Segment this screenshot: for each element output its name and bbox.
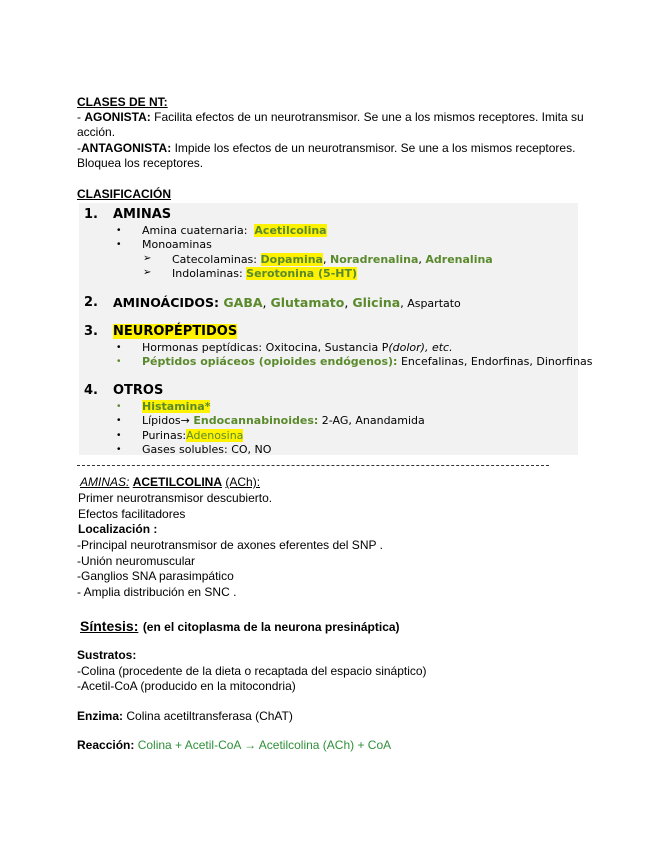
item-value-serotonina: Serotonina (5-HT) [246, 267, 358, 280]
enzima-line [77, 709, 293, 724]
section-aminoacidos: AMINOÁCIDOS: GABA, Glutamato, Glicina, Aspartato [113, 295, 461, 310]
item-value-adrenalina: Adrenalina [425, 253, 493, 266]
sintesis-title: Síntesis: [80, 618, 139, 634]
item-lipidos [142, 414, 425, 427]
agonista-label: AGONISTA: [84, 110, 151, 124]
localizacion-item-2: -Unión neuromuscular [77, 554, 196, 568]
antagonista-text-2: Bloquea los receptores. [77, 156, 204, 170]
item-label-endocannabinoides: Endocannabinoides: [193, 414, 319, 427]
antagonista-line [77, 141, 575, 156]
item-value-aspartato: Aspartato [407, 297, 461, 310]
section-number-2: 2. [84, 295, 98, 310]
item-value-glicina: Glicina [352, 295, 401, 310]
antagonista-label: ANTAGONISTA: [81, 141, 172, 155]
item-label: Indolaminas: [172, 267, 243, 280]
agonista-text-2: acción. [77, 125, 116, 139]
item-amina-cuaternaria [142, 224, 327, 237]
bullet-icon: • [117, 444, 121, 455]
enzima-value: Colina acetiltransferasa (ChAT) [126, 709, 293, 723]
section-title-neuropeptidos: NEUROPÉPTIDOS [113, 324, 238, 339]
section-title-aminoacidos: AMINOÁCIDOS: [113, 295, 220, 310]
section-title-otros: OTROS [113, 383, 164, 398]
item-value-acetilcolina: Acetilcolina [254, 224, 327, 237]
bullet-icon: • [117, 239, 121, 250]
localizacion-title: Localización : [78, 522, 158, 536]
item-histamina [142, 400, 210, 413]
item-catecolaminas: Catecolaminas: Dopamina, Noradrenalina, Adrenalina [172, 253, 493, 266]
bullet-icon: • [117, 342, 121, 353]
agonista-text-1: Facilita efectos de un neurotransmisor. Se une a los mismos receptores. Imita su [154, 110, 584, 124]
item-value-histamina: Histamina* [142, 400, 211, 413]
reaccion-line [77, 738, 391, 753]
sustrato-item-1: -Colina (procedente de la dieta o recaptada del espacio sináptico) [77, 664, 427, 678]
item-italic: (dolor), etc. [388, 341, 453, 354]
bullet-icon: • [117, 401, 121, 412]
bullet-icon: • [117, 415, 121, 426]
sintesis-subtitle: (en el citoplasma de la neurona presináptica) [142, 620, 400, 634]
arrow-bullet-icon: ➢ [143, 253, 152, 264]
sustratos-title: Sustratos: [77, 648, 137, 662]
item-monoaminas: Monoaminas [142, 238, 212, 251]
ach-abbr: (ACh): [225, 475, 261, 489]
right-arrow-icon: → [180, 414, 190, 427]
item-label: Amina cuaternaria: [142, 224, 248, 237]
item-label: Lípidos [142, 414, 181, 427]
sustrato-item-2: -Acetil-CoA (producido en la mitocondria) [77, 679, 296, 693]
ach-title: ACETILCOLINA [132, 475, 223, 489]
item-gases: Gases solubles: CO, NO [142, 443, 272, 456]
ach-heading [80, 475, 260, 490]
ach-prefix: AMINAS: [80, 475, 130, 489]
enzima-label: Enzima: [77, 709, 124, 723]
section-number-1: 1. [84, 207, 98, 222]
dashed-divider [77, 465, 549, 466]
item-label: Catecolaminas: [172, 253, 257, 266]
antagonista-text-1: Impide los efectos de un neurotransmisor. Se une a los mismos receptores. [174, 141, 576, 155]
item-label: Hormonas peptídicas: Oxitocina, Sustancia P [142, 341, 389, 354]
item-label: Purinas: [142, 429, 187, 442]
section-number-3: 3. [84, 324, 98, 339]
bullet-icon: • [117, 430, 121, 441]
item-purinas [142, 429, 243, 442]
item-value-dopamina: Dopamina [260, 253, 323, 266]
arrow-bullet-icon: ➢ [143, 267, 152, 278]
section-title-clasificacion: CLASIFICACIÓN [77, 187, 171, 201]
item-value-glutamato: Glutamato [270, 295, 345, 310]
item-value-gaba: GABA [223, 295, 263, 310]
item-peptidos-opiaceos [142, 355, 593, 368]
localizacion-item-4: - Amplia distribución en SNC . [77, 585, 237, 599]
ach-line-2: Efectos facilitadores [78, 507, 186, 521]
reaccion-label: Reacción: [77, 738, 135, 752]
section-title-clases: CLASES DE NT: [77, 95, 168, 109]
section-title-aminas: AMINAS [113, 207, 172, 222]
reaccion-value: Colina + Acetil-CoA → Acetilcolina (ACh) + CoA [137, 738, 392, 752]
agonista-line [77, 110, 584, 125]
item-indolaminas [172, 267, 357, 280]
section-number-4: 4. [84, 383, 98, 398]
item-hormonas-peptidicas [142, 341, 453, 354]
sintesis-heading [80, 618, 400, 636]
bullet-icon: • [117, 356, 121, 367]
localizacion-item-1: -Principal neurotransmisor de axones eferentes del SNP . [77, 538, 383, 552]
item-value-endocannabinoides: 2-AG, Anandamida [321, 414, 425, 427]
ach-line-1: Primer neurotransmisor descubierto. [78, 491, 273, 505]
item-label-opiaceos: Péptidos opiáceos (opioides endógenos): [142, 355, 398, 368]
antagonista-prefix: - [77, 141, 81, 155]
bullet-icon: • [117, 225, 121, 236]
agonista-prefix: - [77, 110, 85, 124]
item-value-adenosina: Adenosina [186, 429, 244, 442]
item-value-noradrenalina: Noradrenalina [329, 253, 419, 266]
localizacion-item-3: -Ganglios SNA parasimpático [77, 569, 234, 583]
item-value-opiaceos: Encefalinas, Endorfinas, Dinorfinas [400, 355, 593, 368]
